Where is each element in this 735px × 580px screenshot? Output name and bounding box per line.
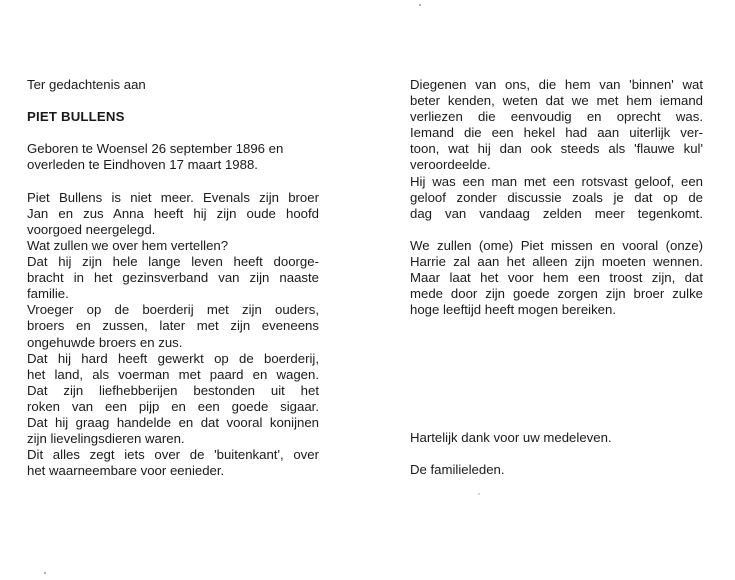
memorial-line: Dit alles zegt iets over de 'buitenkant', over xyxy=(27,447,319,463)
memorial-line: Harrie zal aan het alleen zijn moeten wennen. xyxy=(410,254,703,270)
memorial-line: geloof zonder discussie zoals je dat op de xyxy=(410,189,703,205)
birth-death-line: Geboren te Woensel 26 september 1896 en xyxy=(27,141,284,157)
memorial-text xyxy=(27,190,319,480)
memorial-line: veroordeelde. xyxy=(410,157,491,173)
memorial-line: mede door zijn goede zorgen zijn broer zulke xyxy=(410,286,703,302)
memorial-line: Jan en zus Anna heeft hij zijn oude hoofd xyxy=(27,205,319,221)
memorial-line: Wat zullen we over hem vertellen? xyxy=(27,237,229,253)
spacer xyxy=(27,93,319,109)
birth-death-paragraph xyxy=(27,141,319,173)
paper-speck xyxy=(478,493,480,495)
memorial-line: Diegenen van ons, die hem van 'binnen' wat xyxy=(410,77,703,92)
deceased-name: PIET BULLENS xyxy=(27,109,125,125)
memorial-line: beter kenden, weten dat we met hem iemand xyxy=(410,93,703,109)
memorial-line: Iemand die een hekel had aan uiterlijk ver- xyxy=(410,125,703,141)
right-column xyxy=(410,77,703,318)
memorial-line: hoge leeftijd heeft mogen bereiken. xyxy=(410,302,617,318)
memorial-line: Maar laat het voor hem een troost zijn, dat xyxy=(410,270,703,286)
memorial-line: het waarneembare voor eenieder. xyxy=(27,463,225,479)
memorial-line: Dat hij graag handelde en dat vooral konijnen xyxy=(27,414,319,430)
memorial-line: Piet Bullens is niet meer. Evenals zijn broer xyxy=(27,189,319,205)
family-signature: De familieleden. xyxy=(410,462,505,477)
memorial-line: Dat zijn liefhebberijen bestonden uit het xyxy=(27,382,319,398)
memorial-line: Dat hij hard heeft gewerkt op de boerderij, xyxy=(27,350,319,366)
memorial-line: ongehuwde broers en zus. xyxy=(27,334,183,350)
memorial-line: Vroeger op de boerderij met zijn ouders, xyxy=(27,302,319,318)
memorial-line: Hij was een man met een rotsvast geloof, een xyxy=(410,173,703,189)
birth-death-line: overleden te Eindhoven 17 maart 1988. xyxy=(27,157,258,173)
memorial-line: familie. xyxy=(27,286,69,302)
thanks-text: Hartelijk dank voor uw medeleven. xyxy=(410,430,612,445)
memorial-line: verliezen die eenvoudig en oprecht was. xyxy=(410,109,703,125)
memorial-line: We zullen (ome) Piet missen en vooral (onze) xyxy=(410,237,703,253)
memorial-line: zijn lievelingsdieren waren. xyxy=(27,431,185,447)
memorial-line: het land, als voerman met paard en wagen. xyxy=(27,366,319,382)
intro-text: Ter gedachtenis aan xyxy=(27,77,146,92)
spacer xyxy=(27,174,319,190)
inner-character-paragraph xyxy=(410,77,703,222)
paper-speck xyxy=(419,4,421,6)
memorial-line: dag van vandaag zelden meer tegenkomt. xyxy=(410,205,703,221)
memorial-line: broers en zussen, later met zijn eveneens xyxy=(27,318,319,334)
farewell-paragraph xyxy=(410,238,703,318)
memorial-line: Dat hij zijn hele lange leven heeft doorge- xyxy=(27,254,319,270)
spacer xyxy=(27,125,319,141)
paper-speck xyxy=(44,572,46,574)
memorial-line: bracht in het gezinsverband van zijn naaste xyxy=(27,270,319,286)
spacer xyxy=(410,222,703,238)
memorial-line: voorgoed neergelegd. xyxy=(27,221,156,237)
left-column xyxy=(27,77,319,479)
memorial-line: toon, wat hij dan ook steeds als 'flauwe kul' xyxy=(410,141,703,157)
memorial-line: roken van een pijp en een goede sigaar. xyxy=(27,398,319,414)
